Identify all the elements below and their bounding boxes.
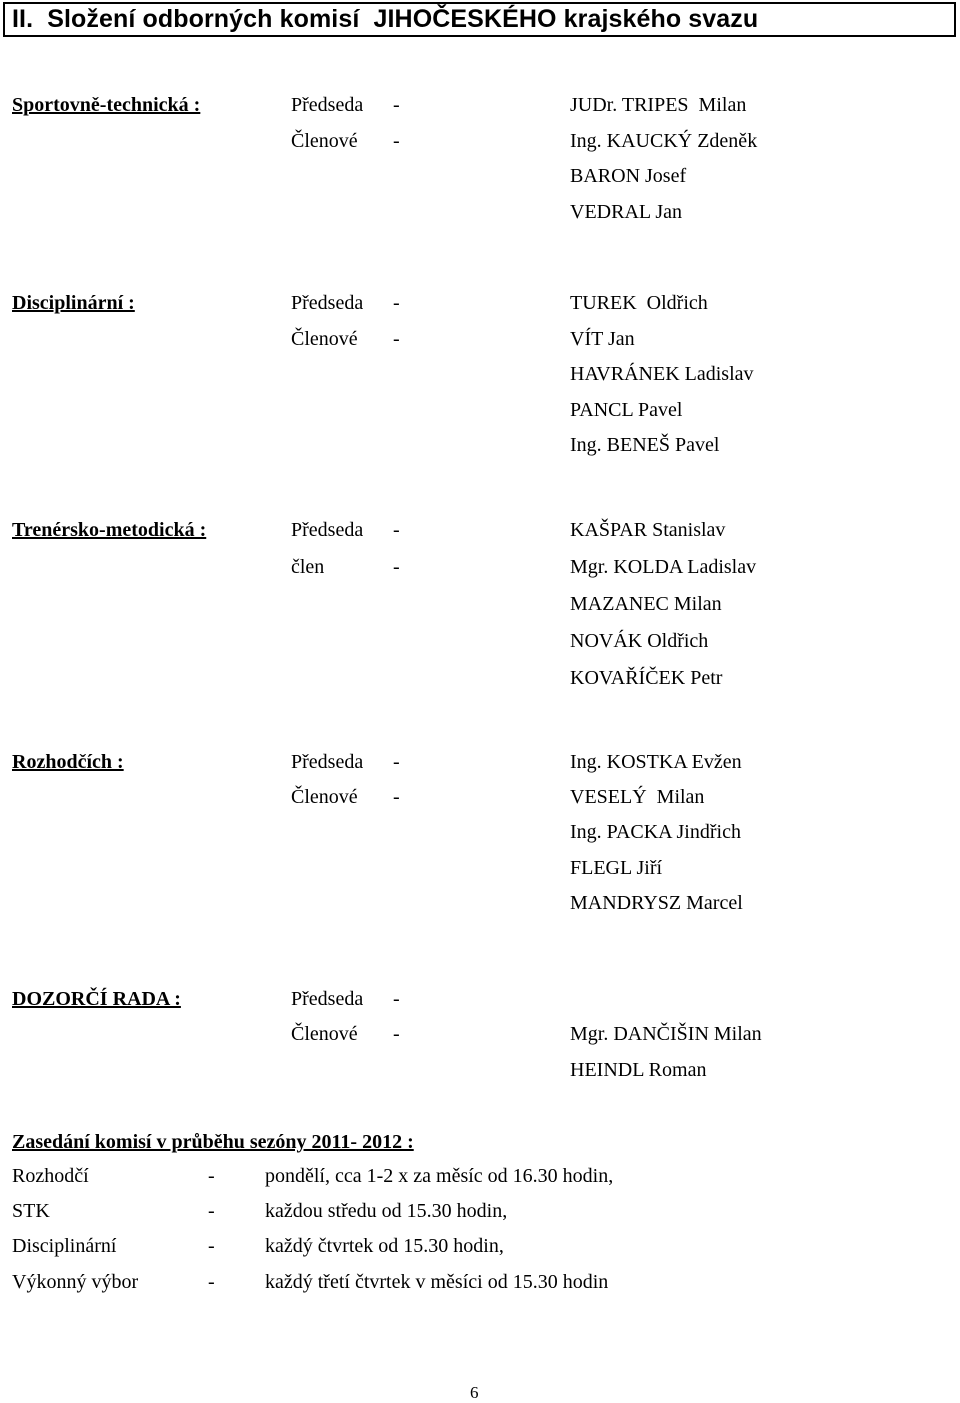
committee-role: Předseda: [291, 292, 364, 314]
committee-member: MAZANEC Milan: [570, 593, 722, 615]
section-title-box: [3, 2, 956, 37]
committee-member: Mgr. KOLDA Ladislav: [570, 556, 757, 578]
committee-name: Trenérsko-metodická :: [12, 519, 207, 541]
committee-role: Členové: [291, 1023, 358, 1045]
page-title: II. Složení odborných komisí JIHOČESKÉHO krajského svazu: [12, 5, 759, 33]
committee-member: HEINDL Roman: [570, 1059, 707, 1081]
committee-member: PANCL Pavel: [570, 399, 683, 421]
meeting-body: Výkonný výbor: [12, 1271, 139, 1293]
committee-role: Předseda: [291, 519, 364, 541]
committee-role: Členové: [291, 328, 358, 350]
page-number: 6: [470, 1383, 479, 1402]
meeting-schedule: každý čtvrtek od 15.30 hodin,: [265, 1235, 504, 1257]
meeting-body: Disciplinární: [12, 1235, 117, 1257]
meeting-body: STK: [12, 1200, 50, 1222]
meeting-dash: -: [208, 1271, 215, 1293]
meeting-dash: -: [208, 1165, 215, 1187]
committee-member: HAVRÁNEK Ladislav: [570, 363, 754, 385]
meeting-schedule: pondělí, cca 1-2 x za měsíc od 16.30 hodin,: [265, 1165, 614, 1187]
meeting-dash: -: [208, 1200, 215, 1222]
committee-member: MANDRYSZ Marcel: [570, 892, 743, 914]
role-dash: -: [393, 130, 400, 152]
committee-name: Sportovně-technická :: [12, 94, 201, 116]
committee-member: JUDr. TRIPES Milan: [570, 94, 747, 116]
committee-member: NOVÁK Oldřich: [570, 630, 709, 652]
committee-role: Předseda: [291, 751, 364, 773]
committee-member: Mgr. DANČIŠIN Milan: [570, 1023, 762, 1045]
committee-member: KOVAŘÍČEK Petr: [570, 667, 723, 689]
role-dash: -: [393, 1023, 400, 1045]
role-dash: -: [393, 786, 400, 808]
committee-member: KAŠPAR Stanislav: [570, 519, 726, 541]
committee-member: Ing. PACKA Jindřich: [570, 821, 741, 843]
committee-member: Ing. KAUCKÝ Zdeněk: [570, 130, 758, 152]
role-dash: -: [393, 988, 400, 1010]
committee-member: TUREK Oldřich: [570, 292, 708, 314]
committee-member: Ing. BENEŠ Pavel: [570, 434, 720, 456]
meeting-schedule: každou středu od 15.30 hodin,: [265, 1200, 508, 1222]
committee-role: Předseda: [291, 988, 364, 1010]
committee-member: BARON Josef: [570, 165, 687, 187]
role-dash: -: [393, 751, 400, 773]
committee-name: DOZORČÍ RADA :: [12, 988, 181, 1010]
committee-name: Rozhodčích :: [12, 751, 124, 773]
committee-role: Členové: [291, 786, 358, 808]
committee-member: VÍT Jan: [570, 328, 635, 350]
committee-name: Disciplinární :: [12, 292, 135, 314]
role-dash: -: [393, 519, 400, 541]
committee-member: Ing. KOSTKA Evžen: [570, 751, 742, 773]
role-dash: -: [393, 328, 400, 350]
meeting-body: Rozhodčí: [12, 1165, 89, 1187]
meeting-schedule: každý třetí čtvrtek v měsíci od 15.30 hodin: [265, 1271, 609, 1293]
committee-role: člen: [291, 556, 325, 578]
committee-member: VEDRAL Jan: [570, 201, 683, 223]
committee-member: VESELÝ Milan: [570, 786, 705, 808]
role-dash: -: [393, 94, 400, 116]
committee-role: Členové: [291, 130, 358, 152]
role-dash: -: [393, 292, 400, 314]
meetings-heading: Zasedání komisí v průběhu sezóny 2011- 2012 :: [12, 1131, 414, 1153]
role-dash: -: [393, 556, 400, 578]
committee-member: FLEGL Jiří: [570, 857, 663, 879]
meeting-dash: -: [208, 1235, 215, 1257]
committee-role: Předseda: [291, 94, 364, 116]
